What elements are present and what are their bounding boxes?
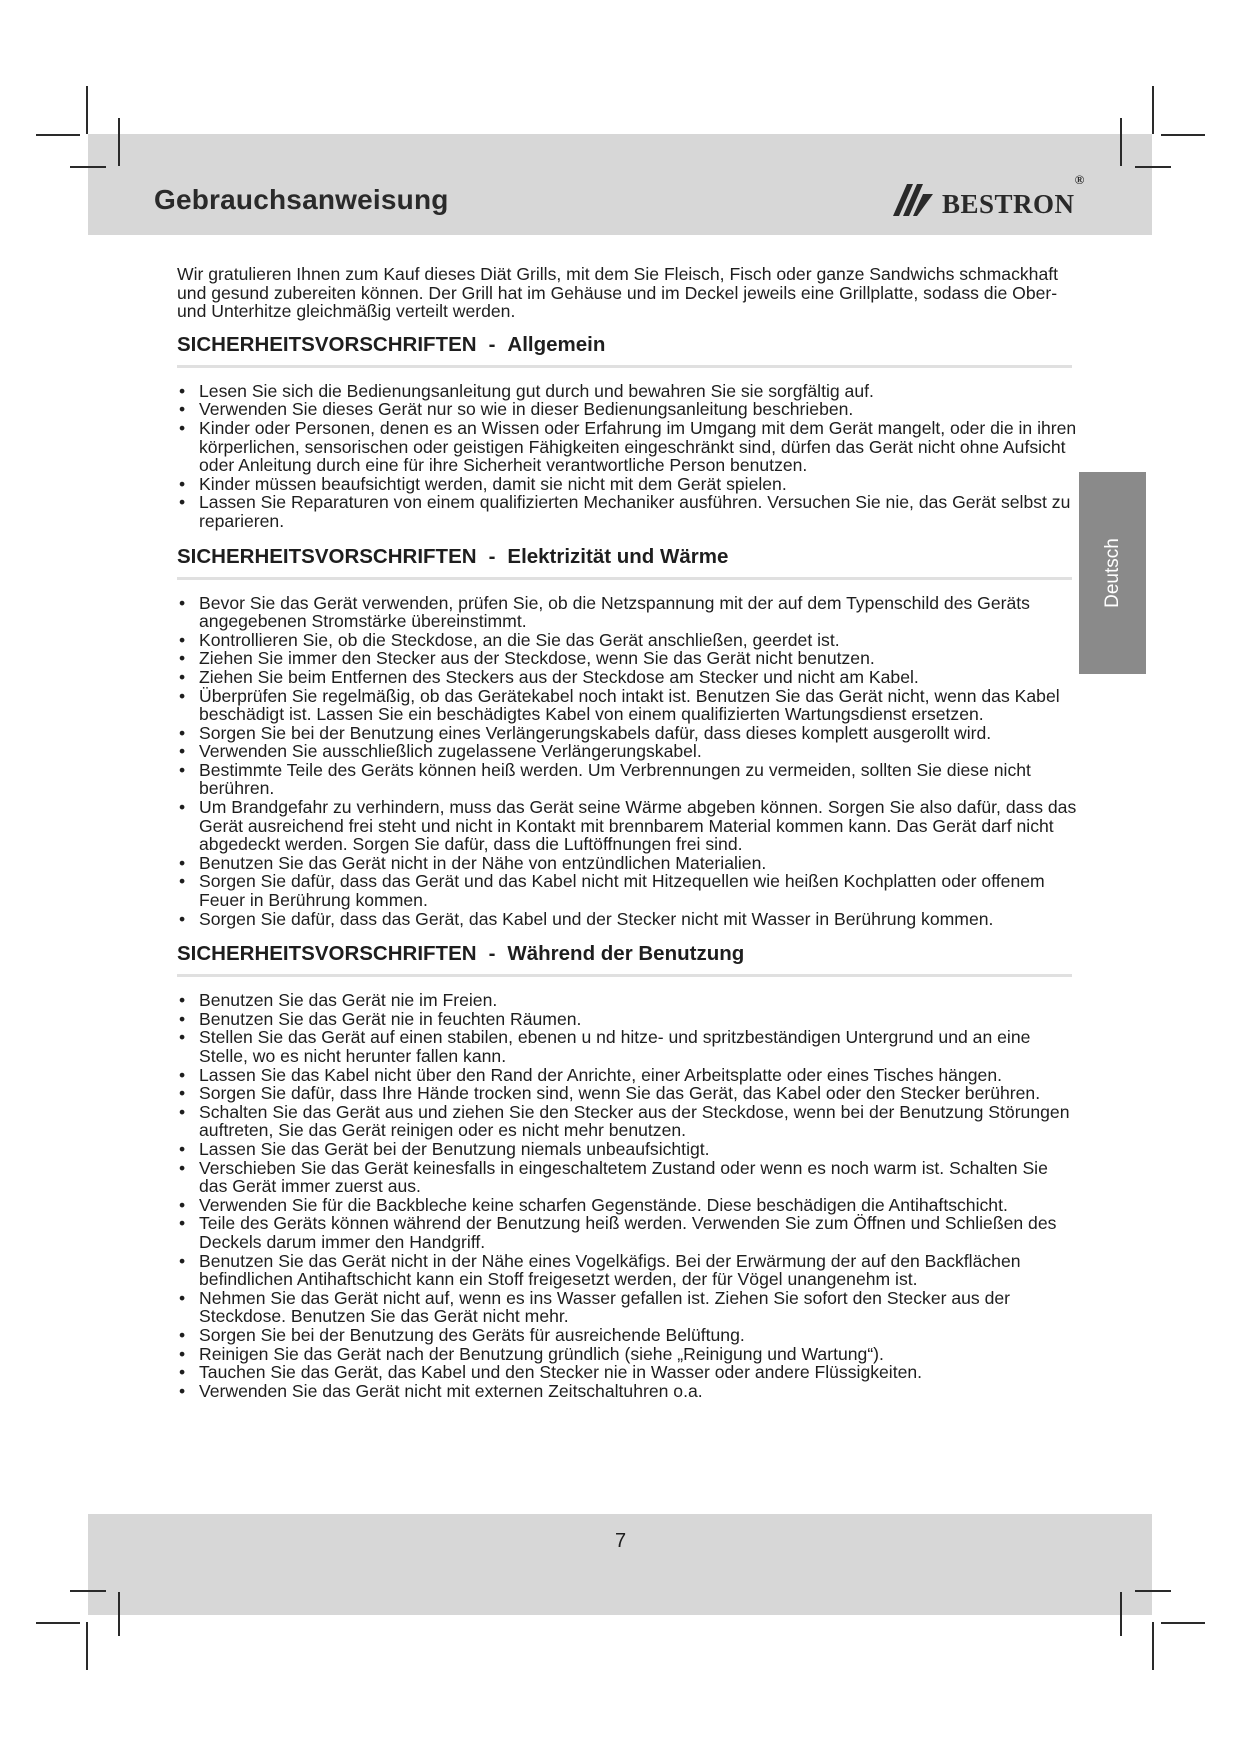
list-item: • Stellen Sie das Gerät auf einen stabilen, ebenen u nd hitze- und spritzbeständigen Untergrund und an eine Stelle, wo es nicht herunter fallen kann. bbox=[177, 1028, 1077, 1065]
list-item: • Ziehen Sie immer den Stecker aus der Steckdose, wenn Sie das Gerät nicht benutzen. bbox=[177, 649, 1077, 668]
list-item: • Verschieben Sie das Gerät keinesfalls in eingeschaltetem Zustand oder wenn es noch warm ist. Schalten Sie das Gerät immer zuerst aus. bbox=[177, 1159, 1077, 1196]
crop-mark bbox=[70, 166, 106, 168]
list-item: • Bestimmte Teile des Geräts können heiß werden. Um Verbrennungen zu vermeiden, sollten Sie diese nicht berühren. bbox=[177, 761, 1077, 798]
brand-logo bbox=[893, 171, 1123, 222]
section-benutzung bbox=[177, 942, 1077, 1400]
section-elektrizitaet bbox=[177, 545, 1077, 929]
crop-mark bbox=[1161, 134, 1205, 136]
page-number: 7 bbox=[614, 1530, 627, 1552]
list-item: • Schalten Sie das Gerät aus und ziehen Sie den Stecker aus der Steckdose, wenn bei der Benutzung Störungen auftreten, Sie das Gerät reinigen oder es nicht mehr benutzen. bbox=[177, 1103, 1077, 1140]
list-item: • Kinder oder Personen, denen es an Wissen oder Erfahrung im Umgang mit dem Gerät mangelt, oder die in ihren körperlichen, sensorischen oder geistigen Fähigkeiten eingeschränkt sind, dürfen das Gerät nicht ohne Aufsicht oder Anleitung durch eine für ihre Sicherheit verantwortliche Person benutzen. bbox=[177, 419, 1077, 475]
list-item: • Sorgen Sie dafür, dass Ihre Hände trocken sind, wenn Sie das Gerät, das Kabel oder den Stecker berühren. bbox=[177, 1084, 1077, 1103]
crop-mark bbox=[1120, 1592, 1122, 1636]
list-item: • Sorgen Sie bei der Benutzung des Geräts für ausreichende Belüftung. bbox=[177, 1326, 1077, 1345]
section-heading: SICHERHEITSVORSCHRIFTEN - Elektrizität und Wärme bbox=[177, 545, 1072, 580]
list-item: • Verwenden Sie für die Backbleche keine scharfen Gegenstände. Diese beschädigen die Antihaftschicht. bbox=[177, 1196, 1077, 1215]
list-item: • Verwenden Sie das Gerät nicht mit externen Zeitschaltuhren o.a. bbox=[177, 1382, 1077, 1401]
bestron-chevron-icon bbox=[893, 182, 937, 218]
list-item: • Nehmen Sie das Gerät nicht auf, wenn es ins Wasser gefallen ist. Ziehen Sie sofort den Stecker aus der Steckdose. Benutzen Sie das Gerät nicht mehr. bbox=[177, 1289, 1077, 1326]
main-content bbox=[177, 265, 1077, 1414]
safety-list bbox=[177, 594, 1077, 929]
crop-mark bbox=[1135, 1590, 1171, 1592]
list-item: • Reinigen Sie das Gerät nach der Benutzung gründlich (siehe „Reinigung und Wartung“). bbox=[177, 1345, 1077, 1364]
list-item: • Überprüfen Sie regelmäßig, ob das Gerätekabel noch intakt ist. Benutzen Sie das Gerät nicht, wenn das Kabel beschädigt ist. Lassen Sie ein beschädigtes Kabel von einem qualifizierten Wartungsdienst ersetzen. bbox=[177, 687, 1077, 724]
crop-mark bbox=[70, 1590, 106, 1592]
list-item: • Tauchen Sie das Gerät, das Kabel und den Stecker nie in Wasser oder andere Flüssigkeiten. bbox=[177, 1363, 1077, 1382]
intro-paragraph: Wir gratulieren Ihnen zum Kauf dieses Diät Grills, mit dem Sie Fleisch, Fisch oder ganze Sandwichs schmackhaft und gesund zubereiten können. Der Grill hat im Gehäuse und im Deckel jeweils eine Grillplatte, sodass die Ober- und Unterhitze gleichmäßig verteilt werden. bbox=[177, 264, 1059, 322]
language-tab-label: Deutsch bbox=[1101, 538, 1123, 608]
list-item: • Kinder müssen beaufsichtigt werden, damit sie nicht mit dem Gerät spielen. bbox=[177, 475, 1077, 494]
safety-list bbox=[177, 991, 1077, 1400]
list-item: • Lassen Sie Reparaturen von einem qualifizierten Mechaniker ausführen. Versuchen Sie nie, das Gerät selbst zu reparieren. bbox=[177, 493, 1077, 530]
crop-mark bbox=[36, 134, 80, 136]
crop-mark bbox=[118, 1592, 120, 1636]
crop-mark bbox=[36, 1622, 80, 1624]
crop-mark bbox=[1120, 118, 1122, 166]
language-tab bbox=[1079, 472, 1146, 674]
list-item: • Sorgen Sie dafür, dass das Gerät und das Kabel nicht mit Hitzequellen wie heißen Kochplatten oder offenem Feuer in Berührung kommen. bbox=[177, 872, 1077, 909]
list-item: • Sorgen Sie bei der Benutzung eines Verlängerungskabels dafür, dass dieses komplett ausgerollt wird. bbox=[177, 724, 1077, 743]
list-item: • Lassen Sie das Kabel nicht über den Rand der Anrichte, einer Arbeitsplatte oder eines Tisches hängen. bbox=[177, 1066, 1077, 1085]
crop-mark bbox=[118, 118, 120, 166]
list-item: • Um Brandgefahr zu verhindern, muss das Gerät seine Wärme abgeben können. Sorgen Sie also dafür, dass das Gerät ausreichend frei steht und nicht in Kontakt mit brennbarem Material kommen kann. Das Gerät darf nicht abgedeckt werden. Sorgen Sie dafür, dass die Luftöffnungen frei sind. bbox=[177, 798, 1077, 854]
list-item: • Benutzen Sie das Gerät nicht in der Nähe eines Vogelkäfigs. Bei der Erwärmung der auf den Backflächen befindlichen Antihaftschicht kann ein Stoff freigesetzt werden, der für Vögel unangenehm ist. bbox=[177, 1252, 1077, 1289]
crop-mark bbox=[1152, 1622, 1154, 1670]
page-title: Gebrauchsanweisung bbox=[154, 184, 449, 215]
logo-wordmark: bestron® bbox=[942, 171, 1085, 222]
crop-mark bbox=[1135, 166, 1171, 168]
list-item: • Benutzen Sie das Gerät nicht in der Nähe von entzündlichen Materialien. bbox=[177, 854, 1077, 873]
list-item: • Teile des Geräts können während der Benutzung heiß werden. Verwenden Sie zum Öffnen und Schließen des Deckels darum immer den Handgriff. bbox=[177, 1214, 1077, 1251]
list-item: • Bevor Sie das Gerät verwenden, prüfen Sie, ob die Netzspannung mit der auf dem Typenschild des Geräts angegebenen Stromstärke übereinstimmt. bbox=[177, 594, 1077, 631]
crop-mark bbox=[86, 1622, 88, 1670]
list-item: • Ziehen Sie beim Entfernen des Steckers aus der Steckdose am Stecker und nicht am Kabel. bbox=[177, 668, 1077, 687]
section-heading: SICHERHEITSVORSCHRIFTEN - Allgemein bbox=[177, 333, 1072, 368]
list-item: • Verwenden Sie ausschließlich zugelassene Verlängerungskabel. bbox=[177, 742, 1077, 761]
list-item: • Lassen Sie das Gerät bei der Benutzung niemals unbeaufsichtigt. bbox=[177, 1140, 1077, 1159]
safety-list bbox=[177, 382, 1077, 531]
list-item: • Sorgen Sie dafür, dass das Gerät, das Kabel und der Stecker nicht mit Wasser in Berührung kommen. bbox=[177, 910, 1077, 929]
list-item: • Verwenden Sie dieses Gerät nur so wie in dieser Bedienungsanleitung beschrieben. bbox=[177, 400, 1077, 419]
crop-mark bbox=[1161, 1622, 1205, 1624]
crop-mark bbox=[86, 86, 88, 134]
list-item: • Benutzen Sie das Gerät nie im Freien. bbox=[177, 991, 1077, 1010]
section-heading: SICHERHEITSVORSCHRIFTEN - Während der Benutzung bbox=[177, 942, 1072, 977]
crop-mark bbox=[1152, 86, 1154, 134]
list-item: • Kontrollieren Sie, ob die Steckdose, an die Sie das Gerät anschließen, geerdet ist. bbox=[177, 631, 1077, 650]
section-allgemein bbox=[177, 333, 1077, 531]
list-item: • Lesen Sie sich die Bedienungsanleitung gut durch und bewahren Sie sie sorgfältig auf. bbox=[177, 382, 1077, 401]
list-item: • Benutzen Sie das Gerät nie in feuchten Räumen. bbox=[177, 1010, 1077, 1029]
